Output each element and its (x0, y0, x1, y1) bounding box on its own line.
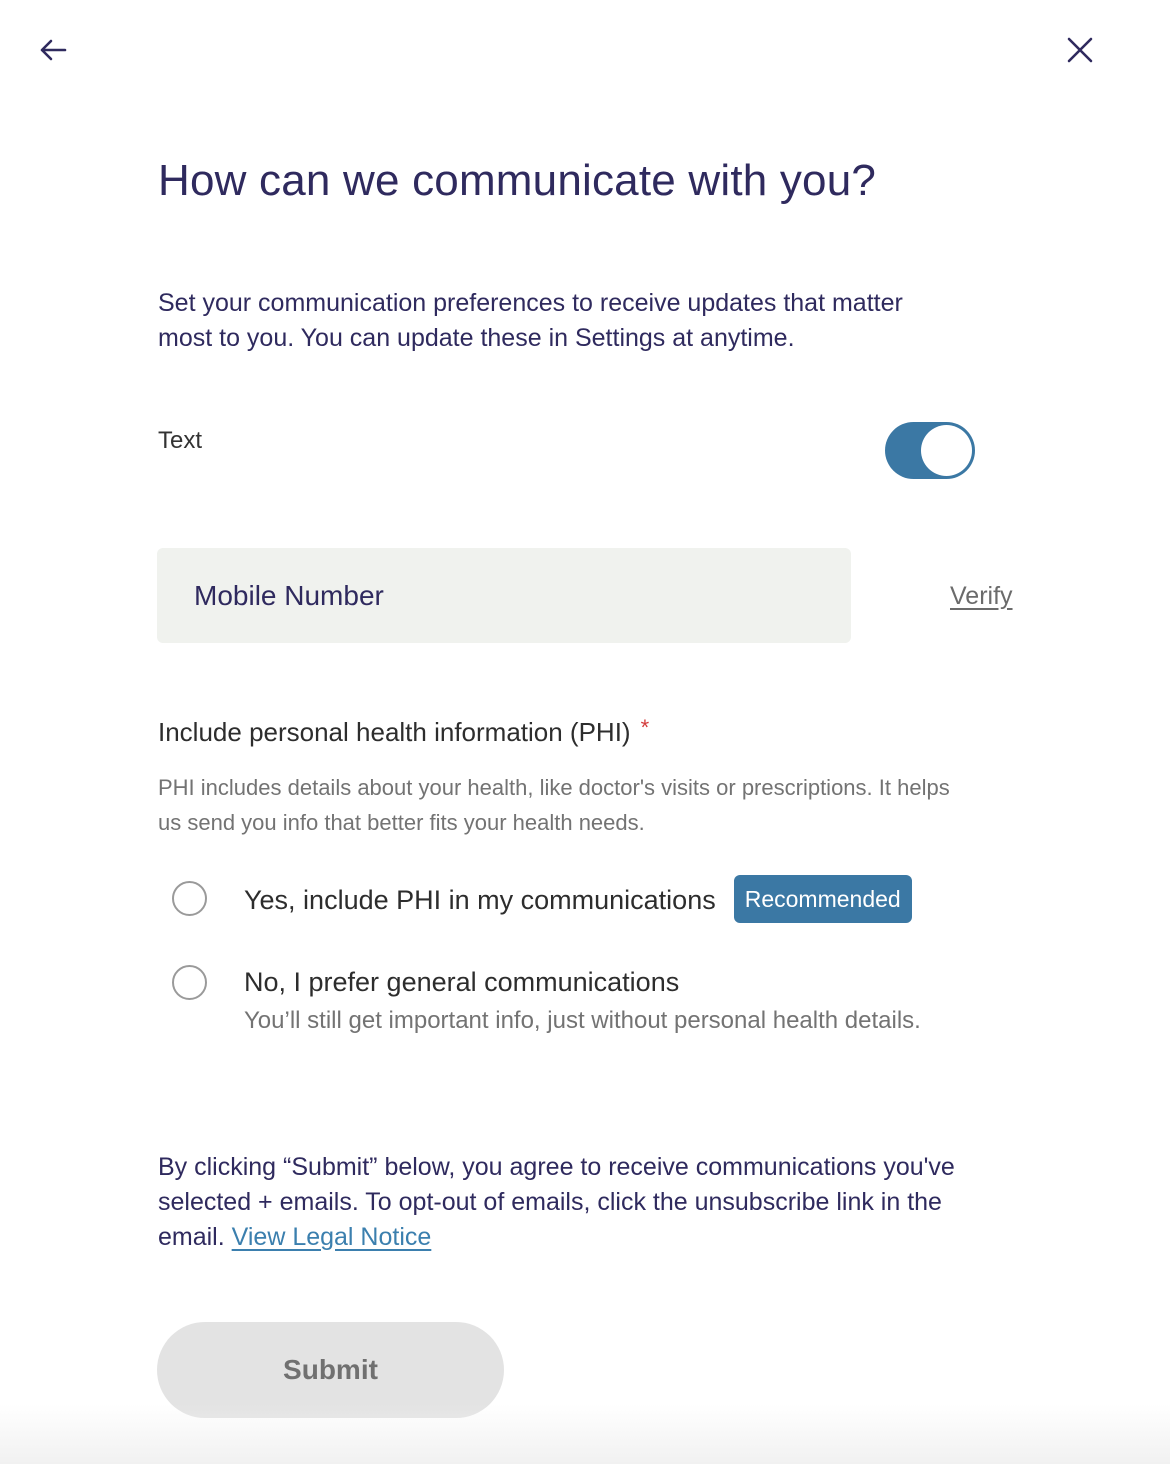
submit-button[interactable]: Submit (157, 1322, 504, 1418)
radio-label-yes: Yes, include PHI in my communications (244, 885, 716, 916)
verify-link[interactable]: Verify (950, 582, 1013, 610)
arrow-left-icon (39, 38, 67, 62)
radio-label-no: No, I prefer general communications (244, 967, 680, 997)
close-button[interactable] (1058, 28, 1102, 72)
radio-sublabel-no: You’ll still get important info, just without personal health details. (244, 1007, 921, 1034)
radio-option-no[interactable] (172, 965, 924, 1038)
text-toggle[interactable] (885, 422, 975, 479)
consent-text (158, 1150, 958, 1255)
radio-button-yes[interactable] (172, 881, 207, 916)
consent-body: By clicking “Submit” below, you agree to receive communications you've selected + emails. To opt-out of emails, click the unsubscribe link in the email. (158, 1153, 955, 1251)
legal-notice-link[interactable]: View Legal Notice (231, 1223, 432, 1251)
back-button[interactable] (31, 28, 75, 72)
bottom-fade (0, 1404, 1170, 1464)
page-title: How can we communicate with you? (158, 156, 877, 205)
intro-text: Set your communication preferences to receive updates that matter most to you. You can update these in Settings at anytime. (158, 289, 903, 352)
mobile-number-input[interactable] (192, 579, 816, 613)
radio-text-yes (244, 881, 912, 929)
radio-option-yes[interactable] (172, 881, 912, 929)
phi-heading (158, 717, 649, 748)
required-indicator: * (640, 715, 650, 740)
close-icon (1067, 37, 1093, 63)
radio-button-no[interactable] (172, 965, 207, 1000)
recommended-badge: Recommended (734, 875, 912, 923)
text-preference-label: Text (158, 427, 203, 454)
phi-description: PHI includes details about your health, like doctor's visits or prescriptions. It helps us send you info that better fits your health needs. (158, 775, 950, 835)
phi-heading-text: Include personal health information (PHI) (158, 717, 631, 747)
mobile-number-field[interactable] (157, 548, 851, 643)
radio-text-no (244, 965, 924, 1038)
toggle-knob (921, 425, 972, 476)
